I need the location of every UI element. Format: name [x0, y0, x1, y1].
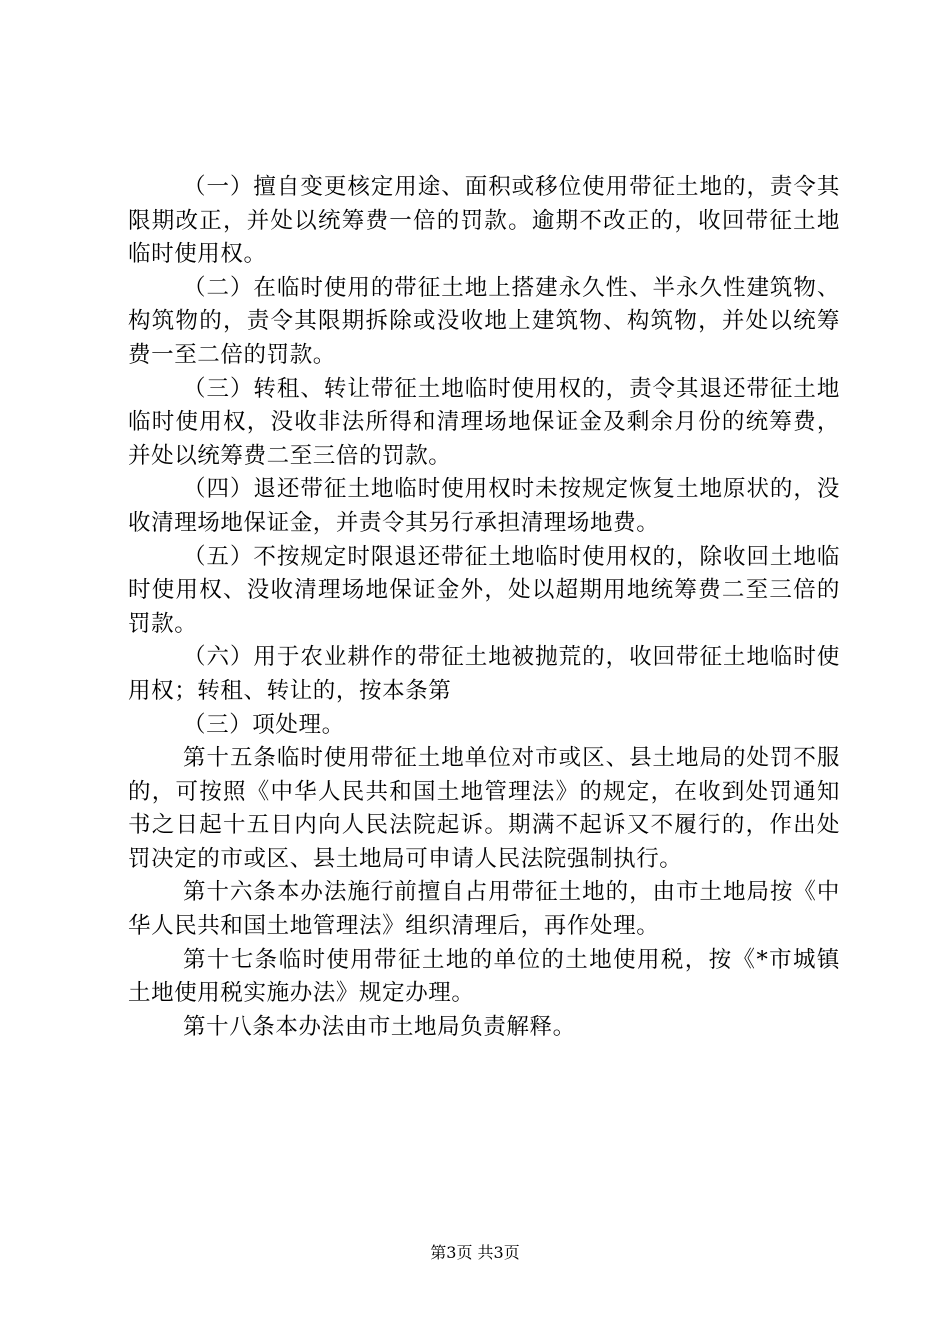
paragraph-article-16: 第十六条本办法施行前擅自占用带征土地的，由市土地局按《中华人民共和国土地管理法》组织清理后，再作处理。 [128, 879, 840, 940]
paragraph-7: （三）项处理。 [183, 711, 345, 738]
paragraph-6: （六）用于农业耕作的带征土地被抛荒的，收回带征土地临时使用权；转租、转让的，按本条第 [128, 644, 840, 704]
page-number-footer: 第3页 共3页 [430, 1243, 520, 1262]
paragraph-2: （二）在临时使用的带征土地上搭建永久性、半永久性建筑物、构筑物的，责令其限期拆除或没收地上建筑物、构筑物，并处以统筹费一至二倍的罚款。 [128, 274, 840, 368]
document-body [128, 171, 840, 1044]
paragraph-3: （三）转租、转让带征土地临时使用权的，责令其退还带征土地临时使用权，没收非法所得和清理场地保证金及剩余月份的统筹费，并处以统筹费二至三倍的罚款。 [128, 375, 840, 469]
paragraph-5: （五）不按规定时限退还带征土地临时使用权的，除收回土地临时使用权、没收清理场地保证金外，处以超期用地统筹费二至三倍的罚款。 [128, 543, 840, 637]
paragraph-article-18: 第十八条本办法由市土地局负责解释。 [183, 1013, 576, 1040]
paragraph-1: （一）擅自变更核定用途、面积或移位使用带征土地的，责令其限期改正，并处以统筹费一倍的罚款。逾期不改正的，收回带征土地临时使用权。 [128, 174, 840, 268]
paragraph-article-15: 第十五条临时使用带征土地单位对市或区、县土地局的处罚不服的，可按照《中华人民共和国土地管理法》的规定，在收到处罚通知书之日起十五日内向人民法院起诉。期满不起诉又不履行的，作出处罚决定的市或区、县土地局可申请人民法院强制执行。 [128, 745, 840, 872]
paragraph-4: （四）退还带征土地临时使用权时未按规定恢复土地原状的，没收清理场地保证金，并责令其另行承担清理场地费。 [128, 476, 840, 536]
paragraph-article-17: 第十七条临时使用带征土地的单位的土地使用税，按《*市城镇土地使用税实施办法》规定办理。 [128, 946, 840, 1007]
